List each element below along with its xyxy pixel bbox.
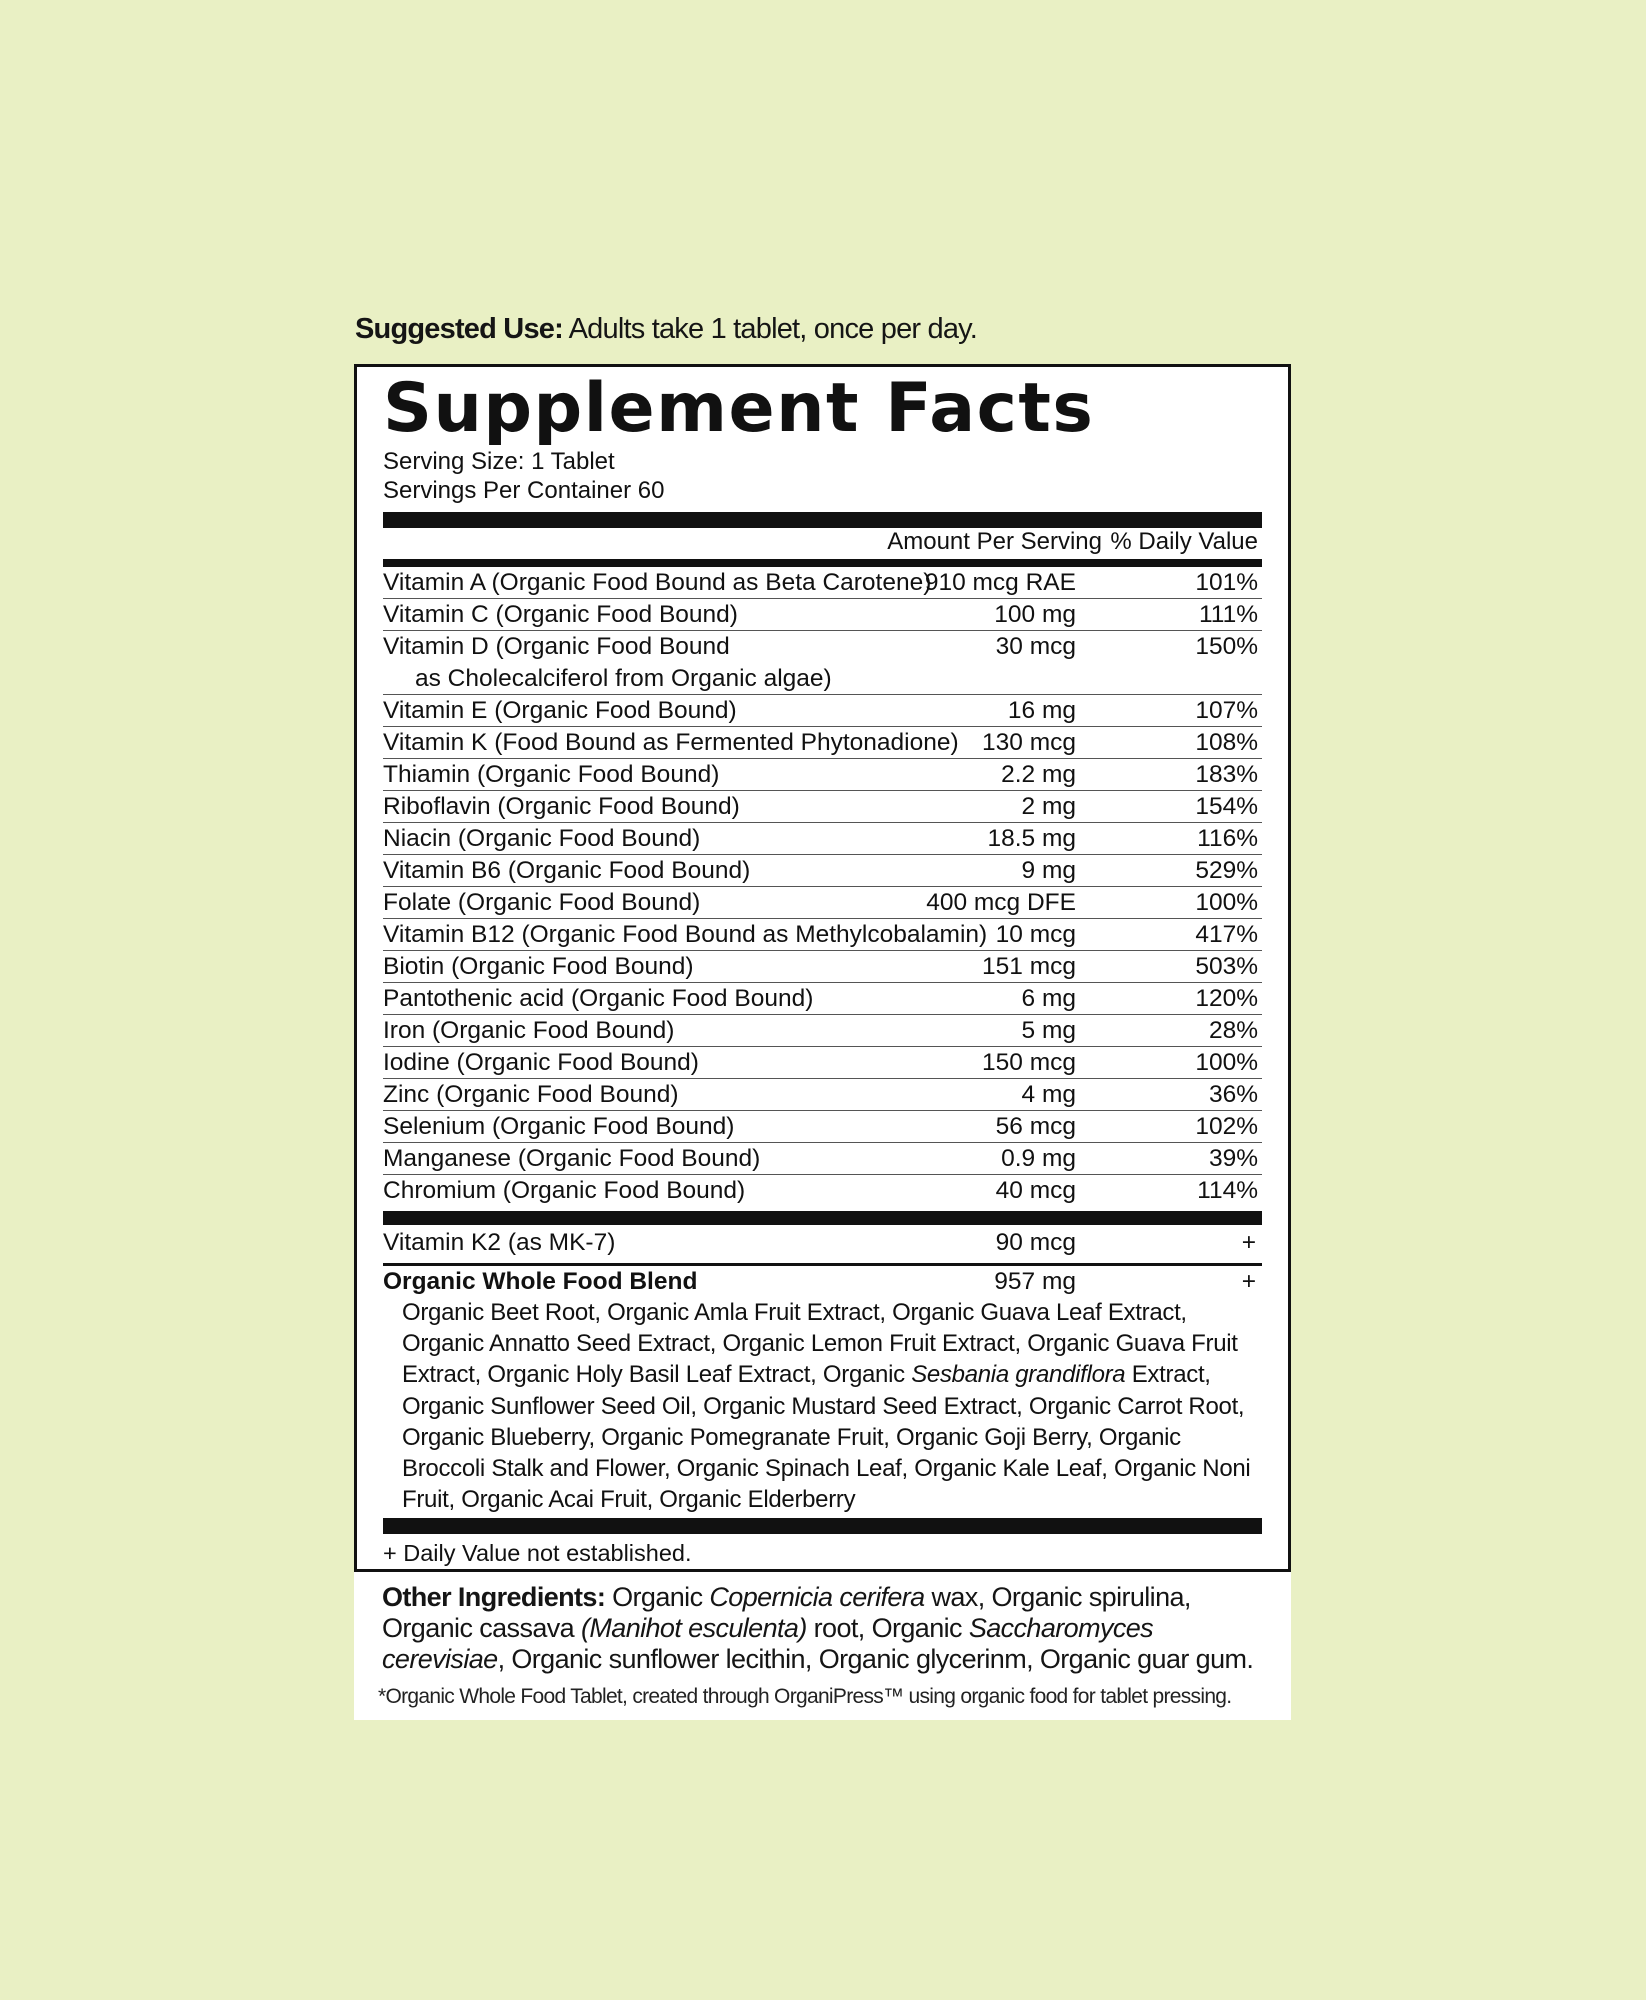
suggested-use [355, 313, 977, 346]
nutrient-name: Folate (Organic Food Bound) [383, 889, 701, 916]
nutrient-name: Thiamin (Organic Food Bound) [383, 761, 720, 788]
supplement-facts-panel [354, 364, 1291, 1572]
blend-amount: 957 mg [994, 1268, 1076, 1295]
nutrient-amount: 90 mcg [995, 1229, 1076, 1256]
nutrient-row [383, 1079, 1262, 1111]
blend-title: Organic Whole Food Blend [383, 1268, 698, 1295]
nutrient-name: Niacin (Organic Food Bound) [383, 825, 701, 852]
nutrient-daily-value: 183% [1195, 761, 1258, 788]
ingredient-text: wax, Organic spirulina, Organic cassava [382, 1582, 1191, 1643]
blend-text-italic: Sesbania grandiflora [911, 1361, 1126, 1389]
blend-daily-value: + [1241, 1268, 1256, 1295]
nutrient-row [383, 983, 1262, 1015]
nutrient-name: Vitamin K2 (as MK-7) [383, 1229, 616, 1256]
nutrient-name: Vitamin K (Food Bound as Fermented Phytonadione) [383, 729, 959, 756]
nutrient-row [383, 1143, 1262, 1175]
nutrient-daily-value: 101% [1195, 569, 1258, 596]
nutrient-row [383, 823, 1262, 855]
nutrient-name: Zinc (Organic Food Bound) [383, 1081, 679, 1108]
nutrient-name-continued: as Cholecalciferol from Organic algae) [415, 665, 832, 692]
nutrient-row [383, 1015, 1262, 1047]
nutrient-row [383, 1175, 1262, 1207]
nutrient-amount: 4 mg [1021, 1081, 1076, 1108]
nutrient-amount: 910 mcg RAE [924, 569, 1076, 596]
thick-divider [383, 1211, 1262, 1225]
nutrient-amount: 16 mg [1007, 697, 1076, 724]
nutrient-amount: 150 mcg [982, 1049, 1076, 1076]
blend-text: Extract, Organic Sunflower Seed Oil, Organic Mustard Seed Extract, Organic Carrot Root, Organic Blueberry, Organic Pomegranate Fruit, Organic Goji Berry, Organic Broccoli Stalk and Flower, Organic Spinach Leaf, Organic Kale Leaf, Organic Noni Fruit, Organic Acai Fruit, Organic Elderberry [402, 1361, 1251, 1514]
nutrient-name: Vitamin B6 (Organic Food Bound) [383, 857, 751, 884]
nutrient-daily-value: 107% [1195, 697, 1258, 724]
nutrient-amount: 5 mg [1021, 1017, 1076, 1044]
thick-divider [383, 1518, 1262, 1534]
nutrient-name: Manganese (Organic Food Bound) [383, 1145, 761, 1172]
daily-value-header: % Daily Value [1110, 528, 1258, 555]
nutrient-daily-value: 503% [1195, 953, 1258, 980]
nutrient-amount: 400 mcg DFE [926, 889, 1076, 916]
nutrient-table [383, 567, 1262, 1207]
nutrient-row [383, 919, 1262, 951]
panel-title: Supplement Facts [383, 369, 1095, 448]
nutrient-daily-value: 39% [1208, 1145, 1258, 1172]
nutrient-daily-value: 116% [1197, 825, 1258, 852]
nutrient-name: Biotin (Organic Food Bound) [383, 953, 694, 980]
nutrient-name: Vitamin C (Organic Food Bound) [383, 601, 738, 628]
nutrient-daily-value: 102% [1195, 1113, 1258, 1140]
nutrient-daily-value: 150% [1195, 633, 1258, 660]
nutrient-name: Pantothenic acid (Organic Food Bound) [383, 985, 814, 1012]
nutrient-name: Iron (Organic Food Bound) [383, 1017, 675, 1044]
ingredient-text-italic: Saccharomyces cerevisiae [382, 1613, 1154, 1674]
nutrient-amount: 6 mg [1021, 985, 1076, 1012]
nutrient-row [383, 599, 1262, 631]
nutrient-daily-value: 36% [1208, 1081, 1258, 1108]
nutrient-amount: 18.5 mg [987, 825, 1076, 852]
nutrient-daily-value: 120% [1195, 985, 1258, 1012]
nutrient-row [383, 695, 1262, 727]
column-header [383, 527, 1262, 557]
nutrient-row [383, 791, 1262, 823]
nutrient-daily-value: 417% [1195, 921, 1258, 948]
medium-divider [383, 559, 1262, 567]
nutrient-daily-value: 100% [1195, 1049, 1258, 1076]
nutrient-daily-value: 529% [1195, 857, 1258, 884]
ingredient-text-italic: Copernicia cerifera [709, 1582, 925, 1612]
nutrient-daily-value: 154% [1195, 793, 1258, 820]
ingredient-text-italic: (Manihot esculenta) [581, 1613, 807, 1643]
nutrient-amount: 0.9 mg [1001, 1145, 1076, 1172]
nutrient-daily-value: + [1241, 1229, 1256, 1256]
other-ingredients-label: Other Ingredients: [382, 1582, 606, 1612]
nutrient-row [383, 1047, 1262, 1079]
other-ingredients-section [354, 1572, 1291, 1720]
nutrient-row [383, 759, 1262, 791]
tablet-note: *Organic Whole Food Tablet, created through OrganiPress™ using organic food for tablet pressing. [378, 1685, 1232, 1708]
nutrient-name: Riboflavin (Organic Food Bound) [383, 793, 740, 820]
nutrient-daily-value: 114% [1197, 1177, 1258, 1204]
ingredient-text: Organic [605, 1582, 710, 1612]
nutrient-name: Vitamin A (Organic Food Bound as Beta Carotene) [383, 569, 932, 596]
servings-per-container: Servings Per Container 60 [383, 477, 665, 504]
thick-divider [383, 512, 1262, 528]
ingredient-text: root, Organic [806, 1613, 969, 1643]
nutrient-name: Selenium (Organic Food Bound) [383, 1113, 735, 1140]
nutrient-name: Vitamin D (Organic Food Bound [383, 633, 730, 660]
blend-ingredients [402, 1297, 1262, 1515]
nutrient-name: Iodine (Organic Food Bound) [383, 1049, 699, 1076]
ingredient-text: , Organic sunflower lecithin, Organic glycerinm, Organic guar gum. [497, 1644, 1254, 1674]
blend-text: Organic Beet Root, Organic Amla Fruit Extract, Organic Guava Leaf Extract, Organic Annatto Seed Extract, Organic Lemon Fruit Extract, Organic Guava Fruit Extract, Organic Holy Basil Leaf Extract, Organic [402, 1299, 1238, 1389]
other-ingredients [382, 1582, 1282, 1675]
nutrient-amount: 40 mcg [995, 1177, 1076, 1204]
nutrient-row [383, 631, 1262, 695]
nutrient-row [383, 887, 1262, 919]
nutrient-daily-value: 111% [1198, 601, 1258, 628]
suggested-use-text: Adults take 1 tablet, once per day. [568, 313, 977, 345]
nutrient-daily-value: 28% [1208, 1017, 1258, 1044]
nutrient-amount: 130 mcg [982, 729, 1076, 756]
nutrient-amount: 10 mcg [995, 921, 1076, 948]
nutrient-amount: 2.2 mg [1001, 761, 1076, 788]
amount-header: Amount Per Serving [887, 528, 1102, 555]
nutrient-amount: 30 mcg [995, 633, 1076, 660]
daily-value-footnote: + Daily Value not established. [383, 1540, 692, 1566]
nutrient-row [383, 855, 1262, 887]
nutrient-row [383, 1111, 1262, 1143]
nutrient-amount: 56 mcg [995, 1113, 1076, 1140]
nutrient-name: Vitamin B12 (Organic Food Bound as Methylcobalamin) [383, 921, 988, 948]
nutrient-amount: 2 mg [1021, 793, 1076, 820]
nutrient-row [383, 727, 1262, 759]
serving-size: Serving Size: 1 Tablet [383, 448, 615, 475]
nutrient-row [383, 951, 1262, 983]
vitamin-k2-row [383, 1227, 1262, 1266]
nutrient-name: Chromium (Organic Food Bound) [383, 1177, 746, 1204]
nutrient-daily-value: 108% [1195, 729, 1258, 756]
nutrient-amount: 151 mcg [982, 953, 1076, 980]
suggested-use-label: Suggested Use: [355, 313, 563, 345]
nutrient-daily-value: 100% [1195, 889, 1258, 916]
nutrient-amount: 100 mg [994, 601, 1076, 628]
nutrient-name: Vitamin E (Organic Food Bound) [383, 697, 737, 724]
nutrient-row [383, 567, 1262, 599]
nutrient-amount: 9 mg [1021, 857, 1076, 884]
